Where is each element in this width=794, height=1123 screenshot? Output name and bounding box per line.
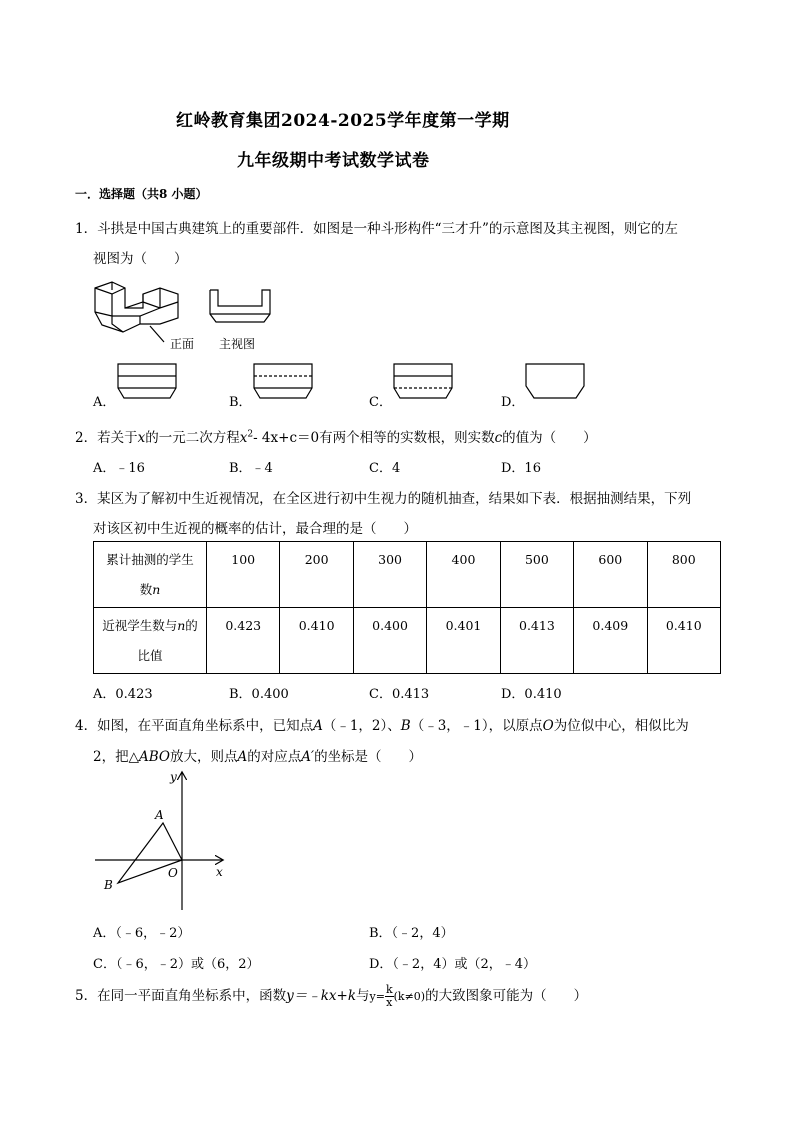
q5-y-eq: y= — [369, 990, 385, 1003]
table-row — [94, 542, 721, 608]
q3-row2-head-a: 近视学生数与 — [102, 617, 178, 633]
q5-frac-num: k — [385, 983, 393, 996]
q4-line2-d: 的坐标是（ ） — [314, 749, 423, 765]
table-cell: 0.410 — [647, 608, 720, 674]
q4-point-b: B — [400, 718, 411, 734]
q1-label-main-view: 主视图 — [219, 337, 256, 351]
q4-line2-b: 放大，则点 — [169, 749, 238, 765]
q2-after: 有两个相等的实数根，则实数 — [319, 430, 495, 446]
q2-option-b[interactable]: B．﹣4 — [229, 461, 273, 476]
table-cell: 500 — [500, 542, 573, 608]
q3-data-table — [93, 541, 721, 674]
q1-option-c-figure[interactable] — [392, 362, 454, 402]
q3-row2-head-c: 比值 — [137, 647, 163, 663]
q1-label-front: 正面 — [170, 337, 195, 351]
fig-label-o: O — [168, 866, 178, 880]
q3-row1-head-a: 累计抽测的学生 — [106, 551, 194, 567]
q3-option-d[interactable]: D．0.410 — [501, 687, 562, 702]
q4-point-o: O — [542, 718, 554, 734]
fig-label-a: A — [155, 808, 164, 822]
q5-func: y＝﹣kx+k — [286, 988, 357, 1004]
q1-stem-line2: 视图为（ ） — [93, 251, 188, 267]
q5-mid: 与 — [356, 988, 370, 1004]
q3-row1-head-var: n — [152, 581, 161, 597]
table-cell: 0.413 — [500, 608, 573, 674]
q3-option-b[interactable]: B．0.400 — [229, 687, 289, 702]
table-cell: 400 — [427, 542, 500, 608]
table-cell: 0.410 — [280, 608, 353, 674]
q4-point-a2: A — [237, 749, 248, 765]
fig-label-x: x — [216, 865, 223, 879]
q4-option-c[interactable]: C．（﹣6，﹣2）或（6，2） — [93, 957, 260, 972]
q4-option-b[interactable]: B．（﹣2，4） — [369, 926, 454, 941]
q4-line1-d: 为位似中心，相似比为 — [553, 718, 689, 734]
q5-fraction — [385, 984, 394, 1009]
q4-line1-c: （﹣3，﹣1），以原点 — [410, 718, 543, 734]
q2-var-x: x — [137, 430, 146, 446]
q5-cond: (k≠0) — [393, 990, 426, 1003]
q3-stem-line1: 3．某区为了解初中生近视情况，在全区进行初中生视力的随机抽查，结果如下表．根据抽测结果，下列 — [75, 491, 692, 507]
exam-title-line2: 九年级期中考试数学试卷 — [237, 151, 430, 171]
q3-row1-head-b: 数 — [139, 581, 153, 597]
q5-prefix: 5．在同一平面直角坐标系中，函数 — [75, 988, 287, 1004]
q4-stem-line2 — [93, 745, 422, 765]
q2-end: 的值为（ ） — [502, 430, 597, 446]
q2-eq-rest: - 4x+c＝0 — [253, 430, 320, 446]
q1-option-d-figure[interactable] — [524, 362, 586, 402]
table-cell: 600 — [574, 542, 647, 608]
q4-point-a: A — [313, 718, 323, 734]
q4-coordinate-figure — [90, 765, 235, 915]
table-cell: 200 — [280, 542, 353, 608]
q3-row2-head-var: n — [177, 617, 186, 633]
q1-stem-line1: 1．斗拱是中国古典建筑上的重要部件．如图是一种斗形构件“三才升”的示意图及其主视图，则它的左 — [75, 221, 678, 237]
table-cell: 0.423 — [207, 608, 280, 674]
q3-option-c[interactable]: C．0.413 — [369, 687, 430, 702]
q4-triangle: ABO — [138, 749, 170, 765]
table-row — [94, 608, 721, 674]
section-heading: 一．选择题（共8 小题） — [75, 187, 208, 201]
q1-option-b-label[interactable]: B． — [229, 395, 252, 410]
fig-label-b: B — [104, 878, 113, 892]
table-cell: 0.409 — [574, 608, 647, 674]
table-cell: 800 — [647, 542, 720, 608]
q2-sup: 2 — [247, 429, 254, 440]
q1-option-c-label[interactable]: C． — [369, 395, 392, 410]
q2-prefix: 2．若关于 — [75, 430, 138, 446]
q5-end: 的大致图象可能为（ ） — [425, 988, 588, 1004]
q4-point-a-prime: A′ — [301, 749, 315, 765]
q2-option-a[interactable]: A．﹣16 — [93, 461, 145, 476]
table-cell: 100 — [207, 542, 280, 608]
q2-stem — [75, 426, 597, 446]
q3-stem-line2: 对该区初中生近视的概率的估计，最合理的是（ ） — [93, 521, 417, 537]
table-header-cell — [94, 608, 207, 674]
q4-line1-a: 4．如图，在平面直角坐标系中，已知点 — [75, 718, 314, 734]
q2-mid: 的一元二次方程 — [145, 430, 240, 446]
q3-option-a[interactable]: A．0.423 — [93, 687, 153, 702]
table-header-cell — [94, 542, 207, 608]
q4-option-d[interactable]: D．（﹣2，4）或（2，﹣4） — [369, 957, 537, 972]
table-cell: 300 — [353, 542, 426, 608]
table-cell: 0.400 — [353, 608, 426, 674]
q2-option-d[interactable]: D．16 — [501, 461, 541, 476]
q2-var-c: c — [494, 430, 503, 446]
exam-title-line1: 红岭教育集团2024-2025学年度第一学期 — [176, 111, 510, 131]
q1-option-a-figure[interactable] — [116, 362, 178, 402]
q4-line1-b: （﹣1，2）、 — [322, 718, 401, 734]
q4-stem-line1 — [75, 714, 689, 734]
q5-stem — [75, 984, 587, 1009]
q4-option-a[interactable]: A．（﹣6，﹣2） — [93, 926, 191, 941]
q1-option-b-figure[interactable] — [252, 362, 314, 402]
q1-option-d-label[interactable]: D． — [501, 395, 525, 410]
q5-frac-den: x — [386, 996, 393, 1009]
table-cell: 0.401 — [427, 608, 500, 674]
q4-line2-a: 2，把△ — [93, 749, 139, 765]
q4-line2-c: 的对应点 — [247, 749, 302, 765]
fig-label-y: y — [170, 770, 177, 784]
q2-option-c[interactable]: C．4 — [369, 461, 401, 476]
q3-row2-head-b: 的 — [185, 617, 198, 633]
q1-option-a-label[interactable]: A． — [93, 395, 116, 410]
q2-eq-x: x — [239, 430, 248, 446]
